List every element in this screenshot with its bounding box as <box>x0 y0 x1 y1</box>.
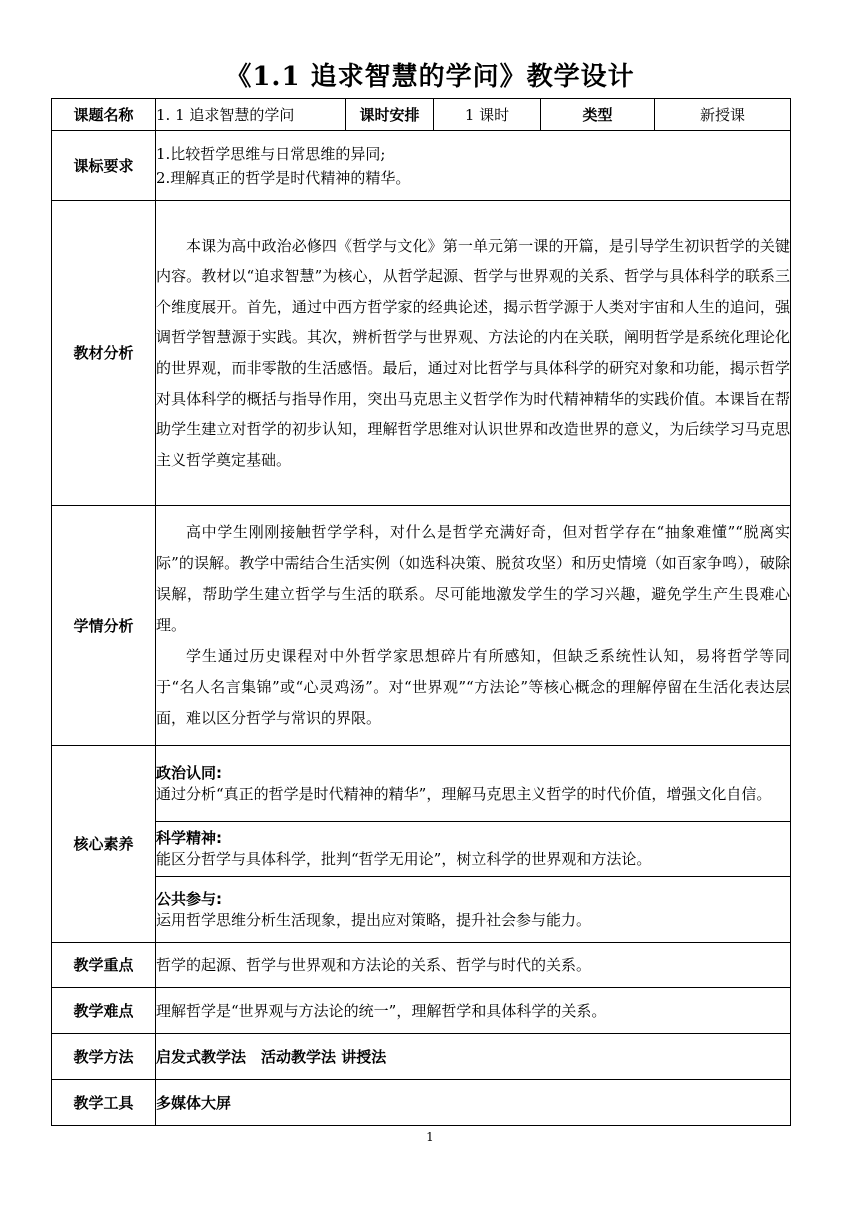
topic-value: 1. 1 追求智慧的学问 <box>156 99 346 131</box>
core-literacy-item <box>156 822 791 877</box>
core-literacy-body: 运用哲学思维分析生活现象，提出应对策略，提升社会参与能力。 <box>156 910 592 929</box>
standards-row <box>52 131 791 201</box>
page-number: 1 <box>426 1130 434 1144</box>
learner-analysis-row <box>52 506 791 746</box>
difficulties-label: 教学难点 <box>52 988 156 1034</box>
tools-row <box>52 1080 791 1126</box>
core-literacy-item <box>156 746 791 822</box>
core-literacy-item <box>156 877 791 943</box>
difficulties-row <box>52 988 791 1034</box>
material-analysis-content <box>156 201 791 506</box>
core-literacy-row-3 <box>52 877 791 943</box>
standard-item: 1.比较哲学思维与日常思维的异同; <box>156 144 386 163</box>
type-label: 类型 <box>541 99 655 131</box>
core-literacy-body: 能区分哲学与具体科学，批判“哲学无用论”，树立科学的世界观和方法论。 <box>156 850 652 868</box>
material-analysis-label: 教材分析 <box>52 201 156 506</box>
type-value: 新授课 <box>655 99 791 131</box>
core-literacy-heading: 科学精神: <box>156 829 222 847</box>
lesson-design-table <box>51 98 791 1126</box>
topic-label: 课题名称 <box>52 99 156 131</box>
core-literacy-label: 核心素养 <box>52 746 156 943</box>
tools-label: 教学工具 <box>52 1080 156 1126</box>
methods-row <box>52 1034 791 1080</box>
key-points-row <box>52 943 791 988</box>
difficulties-text: 理解哲学是“世界观与方法论的统一”，理解哲学和具体科学的关系。 <box>156 988 791 1034</box>
core-literacy-body: 通过分析“真正的哲学是时代精神的精华”，理解马克思主义哲学的时代价值，增强文化自信。 <box>156 784 772 803</box>
methods-label: 教学方法 <box>52 1034 156 1080</box>
standards-content <box>156 131 791 201</box>
standards-label: 课标要求 <box>52 131 156 201</box>
material-analysis-text: 本课为高中政治必修四《哲学与文化》第一单元第一课的开篇，是引导学生初识哲学的关键内容。教材以“追求智慧”为核心，从哲学起源、哲学与世界观的关系、哲学与具体科学的联系三个维度展开。首先，通过中西方哲学家的经典论述，揭示哲学源于人类对宇宙和人生的追问，强调哲学智慧源于实践。其次，辨析哲学与世界观、方法论的内在关联，阐明哲学是系统化理论化的世界观，而非零散的生活感悟。最后，通过对比哲学与具体科学的研究对象和功能，揭示哲学对具体科学的概括与指导作用，突出马克思主义哲学作为时代精神精华的实践价值。本课旨在帮助学生建立对哲学的初步认知，理解哲学思维对认识世界和改造世界的意义，为后续学习马克思主义哲学奠定基础。 <box>156 236 790 469</box>
key-points-text: 哲学的起源、哲学与世界观和方法论的关系、哲学与时代的关系。 <box>156 943 791 988</box>
hours-label: 课时安排 <box>346 99 434 131</box>
material-analysis-row <box>52 201 791 506</box>
methods-text: 启发式教学法 活动教学法 讲授法 <box>156 1034 791 1080</box>
core-literacy-row-2 <box>52 822 791 877</box>
hours-value: 1 课时 <box>434 99 541 131</box>
learner-analysis-paragraph: 高中学生刚刚接触哲学学科，对什么是哲学充满好奇，但对哲学存在“抽象难懂”“脱离实际”的误解。教学中需结合生活实例（如选科决策、脱贫攻坚）和历史情境（如百家争鸣），破除误解，帮助学生建立哲学与生活的联系。尽可能地激发学生的学习兴趣，避免学生产生畏难心理。 <box>156 523 790 634</box>
document-title: 《1.1 追求智慧的学问》教学设计 <box>225 62 635 92</box>
core-literacy-heading: 公共参与: <box>156 889 222 908</box>
learner-analysis-content <box>156 506 791 746</box>
learner-analysis-label: 学情分析 <box>52 506 156 746</box>
core-literacy-heading: 政治认同: <box>156 763 222 782</box>
learner-analysis-paragraph: 学生通过历史课程对中外哲学家思想碎片有所感知，但缺乏系统性认知，易将哲学等同于“名人名言集锦”或“心灵鸡汤”。对“世界观”“方法论”等核心概念的理解停留在生活化表达层面，难以区分哲学与常识的界限。 <box>156 647 790 727</box>
standard-item: 2.理解真正的哲学是时代精神的精华。 <box>156 168 411 187</box>
core-literacy-row-1 <box>52 746 791 822</box>
header-row <box>52 99 791 131</box>
key-points-label: 教学重点 <box>52 943 156 988</box>
tools-text: 多媒体大屏 <box>156 1080 791 1126</box>
